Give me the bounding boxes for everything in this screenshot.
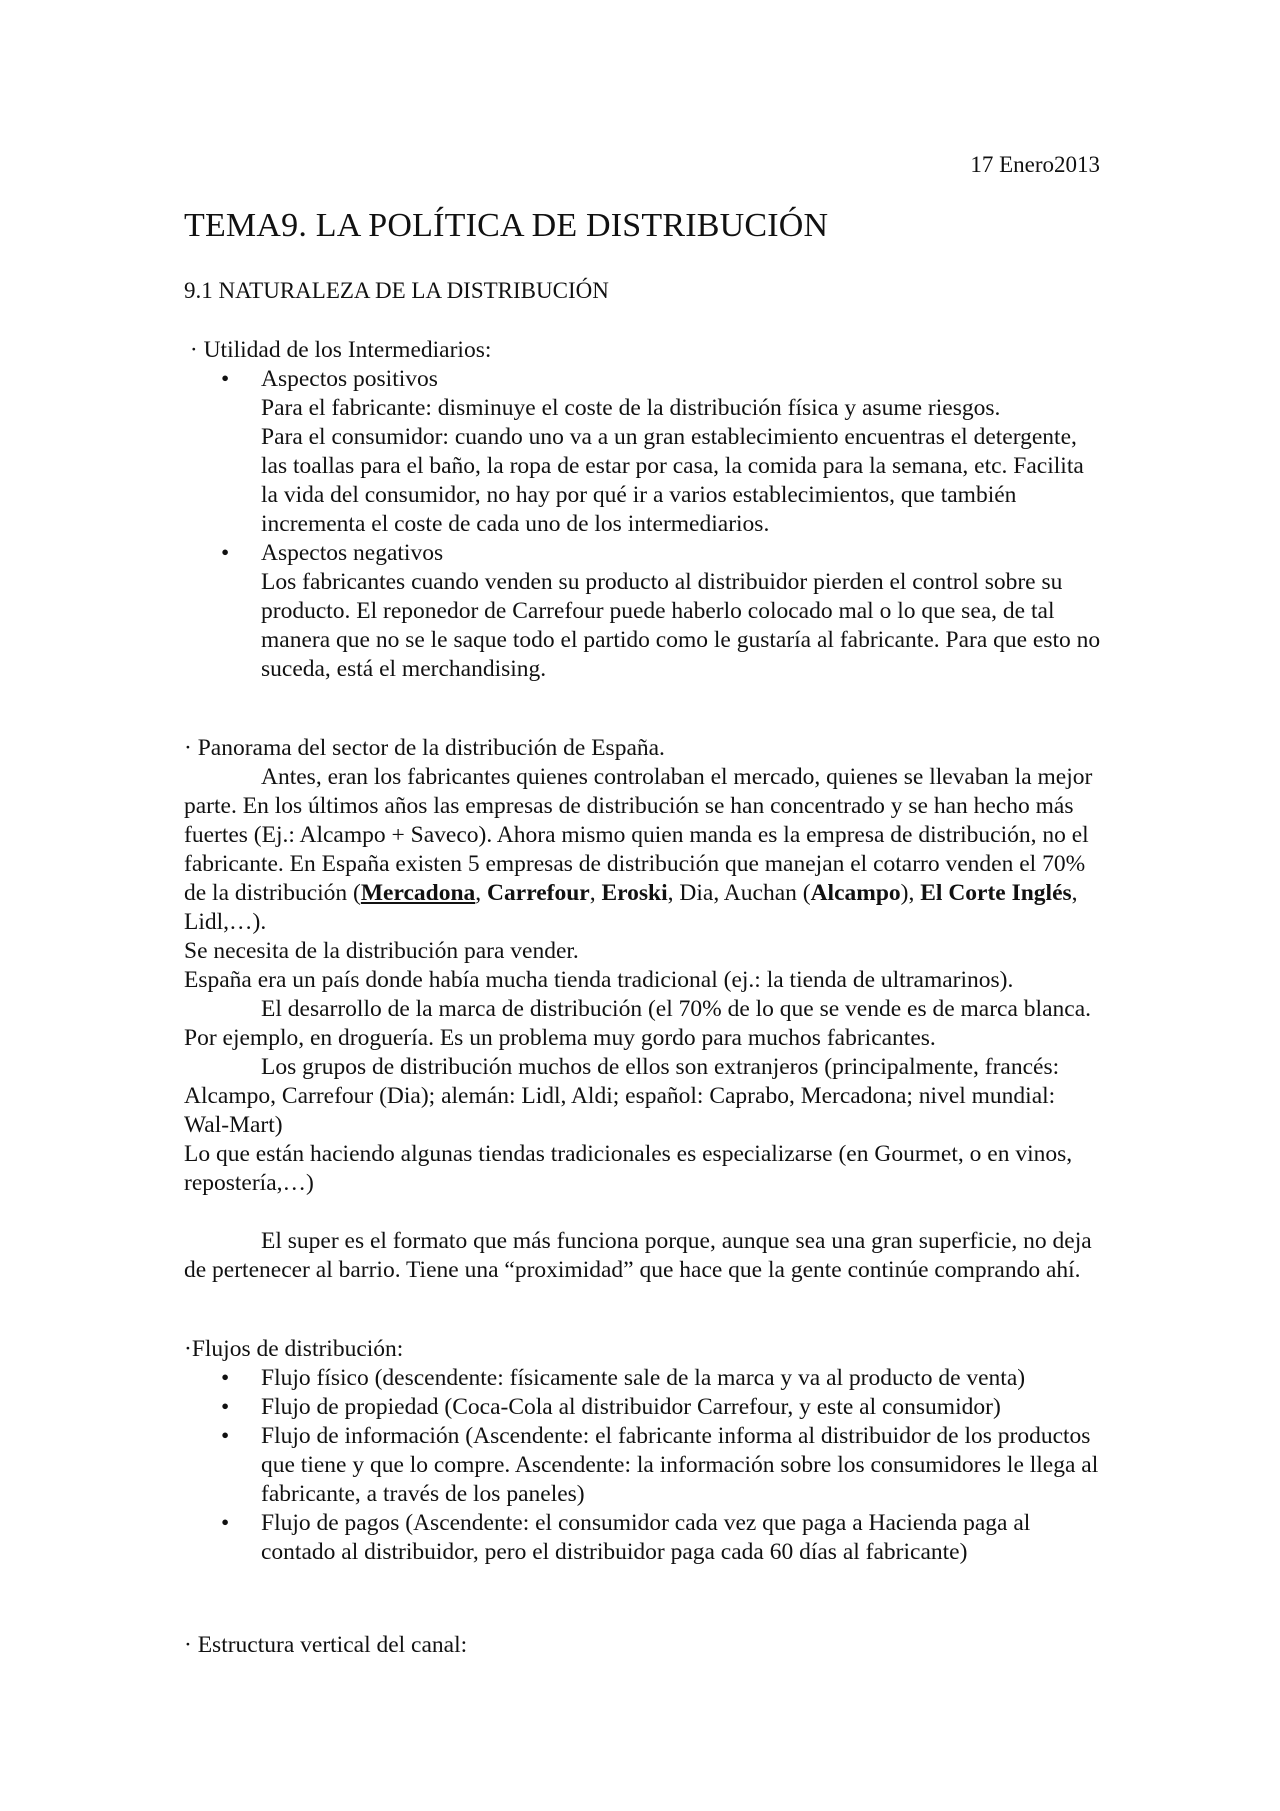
flujos-heading: ·Flujos de distribución: bbox=[184, 1336, 404, 1362]
positivos-line-2: Para el consumidor: cuando uno va a un gran establecimiento encuentras el detergente, las toallas para el baño, la ropa de estar por casa, la comida para la semana, etc. Facilita la vida del consumidor, no hay por qué ir a varios establecimientos, que también incrementa el coste de cada uno de los intermediarios. bbox=[261, 424, 1084, 537]
list-item-positivos bbox=[184, 365, 1102, 539]
brand-mercadona: Mercadona bbox=[360, 880, 476, 906]
section-estructura bbox=[184, 1631, 1102, 1660]
positivos-line-1: Para el fabricante: disminuye el coste de la distribución física y asume riesgos. bbox=[261, 395, 1001, 421]
bullet-icon: • bbox=[221, 1365, 230, 1391]
panorama-paragraph-4: El desarrollo de la marca de distribución (el 70% de lo que se vende es de marca blanca. Por ejemplo, en droguería. Es un problema muy gordo para muchos fabricantes. bbox=[184, 996, 1091, 1051]
panorama-paragraph-3: España era un país donde había mucha tienda tradicional (ej.: la tienda de ultramarinos). bbox=[184, 967, 1014, 993]
flujos-list bbox=[184, 1364, 1102, 1567]
flujo-text: Flujo físico (descendente: físicamente sale de la marca y va al producto de venta) bbox=[261, 1365, 1026, 1391]
flujo-text: Flujo de propiedad (Coca-Cola al distribuidor Carrefour, y este al consumidor) bbox=[261, 1394, 1001, 1420]
list-item bbox=[184, 1364, 1102, 1393]
panorama-paragraph-1 bbox=[184, 763, 1102, 937]
section-subtitle: 9.1 NATURALEZA DE LA DISTRIBUCIÓN bbox=[184, 278, 609, 303]
list-item-negativos bbox=[184, 539, 1102, 684]
estructura-heading: · Estructura vertical del canal: bbox=[184, 1632, 468, 1658]
panorama-paragraph-7: El super es el formato que más funciona porque, aunque sea una gran superficie, no deja de pertenecer al barrio. Tiene una “proximidad” que hace que la gente continúe comprando ahí. bbox=[184, 1228, 1092, 1283]
section-panorama bbox=[184, 734, 1102, 1285]
separator: , bbox=[589, 880, 602, 906]
panorama-p1-text: Antes, eran los fabricantes quienes controlaban el mercado, quienes se llevaban la mejor parte. En los últimos años las empresas de distribución se han concentrado y se han hecho más fuertes (Ej.: Alcampo + Saveco). Ahora mismo quien manda es la empresa de distribución, no el fabricante. En España existen 5 empresas de distribución que manejan el cotarro venden el 70% de la distribución ( bbox=[184, 764, 1093, 906]
bullet-icon: • bbox=[221, 1394, 230, 1420]
negativos-label: Aspectos negativos bbox=[261, 540, 444, 566]
brand-alcampo: Alcampo bbox=[810, 880, 901, 906]
list-item bbox=[184, 1509, 1102, 1567]
bullet-icon: • bbox=[221, 366, 230, 392]
bullet-icon: • bbox=[221, 1423, 230, 1449]
brand-carrefour: Carrefour bbox=[487, 880, 590, 906]
list-item bbox=[184, 1422, 1102, 1509]
utilidad-heading: · Utilidad de los Intermediarios: bbox=[184, 337, 492, 363]
utilidad-list bbox=[184, 365, 1102, 684]
flujo-text: Flujo de pagos (Ascendente: el consumidor cada vez que paga a Hacienda paga al contado al distribuidor, pero el distribuidor paga cada 60 días al fabricante) bbox=[261, 1510, 1031, 1565]
brand-eroski: Eroski bbox=[601, 880, 668, 906]
panorama-heading: · Panorama del sector de la distribución de España. bbox=[184, 735, 665, 761]
flujo-text: Flujo de información (Ascendente: el fabricante informa al distribuidor de los productos que tiene y que lo compre. Ascendente: la información sobre los consumidores le llega al fabricante, a través de los paneles) bbox=[261, 1423, 1099, 1507]
section-flujos bbox=[184, 1335, 1102, 1567]
section-utilidad bbox=[184, 336, 1102, 684]
panorama-paragraph-5: Los grupos de distribución muchos de ellos son extranjeros (principalmente, francés: Alcampo, Carrefour (Dia); alemán: Lidl, Aldi; español: Caprabo, Mercadona; nivel mundial: Wal-Mart) bbox=[184, 1054, 1060, 1138]
panorama-p1-mid2: ), bbox=[900, 880, 921, 906]
negativos-text: Los fabricantes cuando venden su producto al distribuidor pierden el control sobre su producto. El reponedor de Carrefour puede haberlo colocado mal o lo que sea, de tal manera que no se le saque todo el partido como le gustaría al fabricante. Para que esto no suceda, está el merchandising. bbox=[261, 569, 1101, 682]
panorama-paragraph-2: Se necesita de la distribución para vender. bbox=[184, 938, 579, 964]
panorama-paragraph-6: Lo que están haciendo algunas tiendas tradicionales es especializarse (en Gourmet, o en vinos, repostería,…) bbox=[184, 1141, 1073, 1196]
panorama-p1-end: , Lidl,…). bbox=[184, 880, 1078, 935]
brand-el-corte-ingles: El Corte Inglés bbox=[920, 880, 1072, 906]
separator: , bbox=[475, 880, 488, 906]
page-title: TEMA9. LA POLÍTICA DE DISTRIBUCIÓN bbox=[184, 207, 829, 244]
bullet-icon: • bbox=[221, 1510, 230, 1536]
bullet-icon: • bbox=[221, 540, 230, 566]
list-item bbox=[184, 1393, 1102, 1422]
date: 17 Enero2013 bbox=[970, 152, 1100, 177]
positivos-label: Aspectos positivos bbox=[261, 366, 438, 392]
panorama-p1-mid: , Dia, Auchan ( bbox=[667, 880, 811, 906]
